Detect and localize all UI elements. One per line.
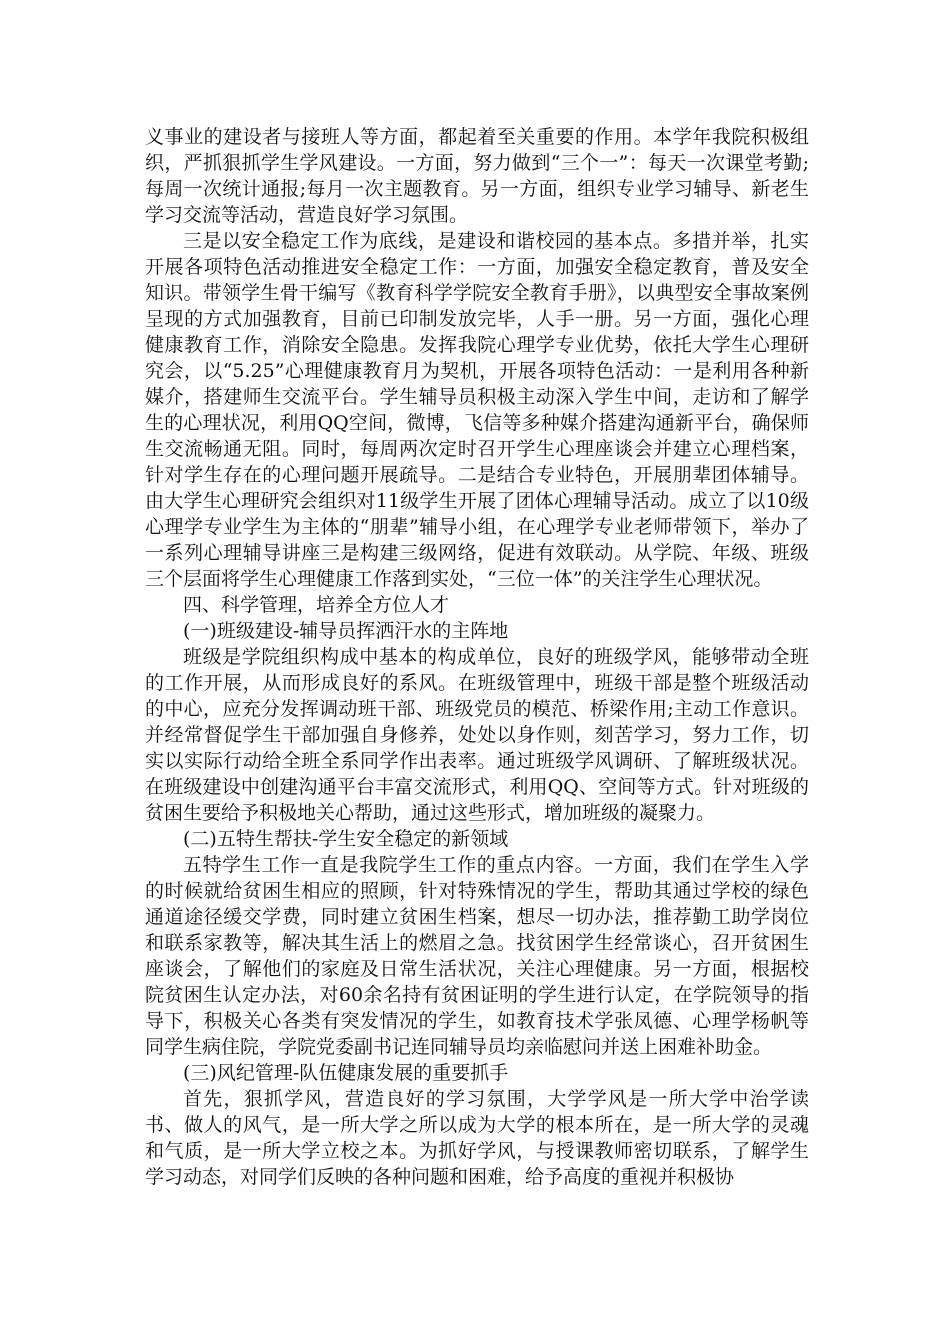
paragraph-2: 三是以安全稳定工作为底线，是建设和谐校园的基本点。多措并举，扎实开展各项特色活动推进安全稳定工作：一方面，加强安全稳定教育，普及安全知识。带领学生骨干编写《教育科学学院安全教育手册》，以典型安全事故案例呈现的方式加强教育，目前已印制发放完毕，人手一册。另一方面，强化心理健康教育工作，消除安全隐患。发挥我院心理学专业优势，依托大学生心理研究会，以“5.25”心理健康教育月为契机，开展各项特色活动：一是利用各种新媒介，搭建师生交流平台。学生辅导员积极主动深入学生中间，走访和了解学生的心理状况，利用QQ空间，微博，飞信等多种媒介搭建沟通新平台，确保师生交流畅通无阻。同时，每周两次定时召开学生心理座谈会并建立心理档案，针对学生存在的心理问题开展疏导。二是结合专业特色，开展朋辈团体辅导。由大学生心理研究会组织对11级学生开展了团体心理辅导活动。成立了以10级心理学专业学生为主体的“朋辈”辅导小组，在心理学专业老师带领下，举办了一系列心理辅导讲座三是构建三级网络，促进有效联动。从学院、年级、班级三个层面将学生心理健康工作落到实处，“三位一体”的关注学生心理状况。	[145, 230, 809, 590]
subsection-heading-3: (三)风纪管理-队伍健康发展的重要抓手	[183, 1062, 509, 1084]
paragraph-student-support: 五特学生工作一直是我院学生工作的重点内容。一方面，我们在学生入学的时候就给贫困生相应的照顾，针对特殊情况的学生，帮助其通过学校的绿色通道途径缓交学费，同时建立贫困生档案，想尽一切办法，推荐勤工助学岗位和联系家教等，解决其生活上的燃眉之急。找贫困学生经常谈心，召开贫困生座谈会，了解他们的家庭及日常生活状况，关注心理健康。另一方面，根据校院贫困生认定办法，对60余名持有贫困证明的学生进行认定，在学院领导的指导下，积极关心各类有突发情况的学生，如教育技术学张凤德、心理学杨帆等同学生病住院，学院党委副书记连同辅导员均亲临慰问并送上困难补助金。	[145, 854, 809, 1058]
paragraph-class-building: 班级是学院组织构成中基本的构成单位，良好的班级学风，能够带动全班的工作开展，从而形成良好的系风。在班级管理中，班级干部是整个班级活动的中心，应充分发挥调动班干部、班级党员的模范、桥梁作用;主动工作意识。并经常督促学生干部加强自身修养，处处以身作则，刻苦学习，努力工作，切实以实际行动给全班全系同学作出表率。通过班级学风调研、了解班级状况。在班级建设中创建沟通平台丰富交流形式，利用QQ、空间等方式。针对班级的贫困生要给予积极地关心帮助，通过这些形式，增加班级的凝聚力。	[145, 646, 809, 824]
paragraph-discipline: 首先，狠抓学风，营造良好的学习氛围，大学学风是一所大学中治学读书、做人的风气，是一所大学之所以成为大学的根本所在，是一所大学的灵魂和气质，是一所大学立校之本。为抓好学风，与授课教师密切联系，了解学生学习动态，对同学们反映的各种问题和困难，给予高度的重视并积极协	[145, 1088, 809, 1188]
subsection-heading-1: (一)班级建设-辅导员挥洒汗水的主阵地	[183, 620, 509, 642]
document-page	[145, 124, 809, 1190]
subsection-heading-2: (二)五特生帮扶-学生安全稳定的新领域	[183, 828, 509, 850]
section-heading-4: 四、科学管理，培养全方位人才	[183, 594, 450, 616]
paragraph-1: 义事业的建设者与接班人等方面，都起着至关重要的作用。本学年我院积极组织，严抓狠抓学生学风建设。一方面，努力做到“三个一”：每天一次课堂考勤;每周一次统计通报;每月一次主题教育。另一方面，组织专业学习辅导、新老生学习交流等活动，营造良好学习氛围。	[145, 126, 809, 226]
